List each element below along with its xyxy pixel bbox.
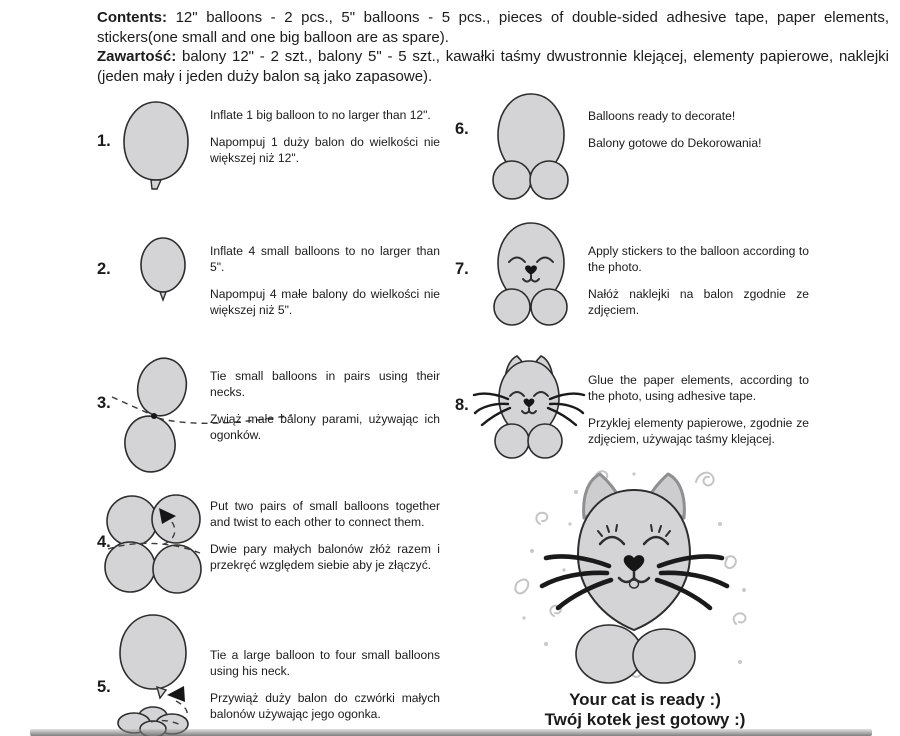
step-7-number: 7. <box>455 260 469 278</box>
eyelash-left-3 <box>616 525 617 531</box>
contents-pl <box>97 47 889 86</box>
step-1-text-pl: Napompuj 1 duży balon do wielkości nie większej niż 12". <box>210 135 440 165</box>
step-4-number: 4. <box>97 533 111 551</box>
balloon-cluster-twist-icon <box>102 492 207 600</box>
knot-dot <box>151 413 157 419</box>
step-2-text-en: Inflate 4 small balloons to no larger than 5". <box>210 244 440 274</box>
step-5-number: 5. <box>97 678 111 696</box>
step-5-text-en: Tie a large balloon to four small balloons using his neck. <box>210 648 440 678</box>
contents-en-label: Contents: <box>97 9 167 26</box>
step-2-number: 2. <box>97 260 111 278</box>
big-balloon-icon <box>116 100 196 194</box>
contents-pl-label: Zawartość: <box>97 48 177 65</box>
balloon-bottom-right <box>153 545 201 593</box>
final-caption <box>500 690 790 729</box>
paw-balloon-left <box>493 161 531 199</box>
step-3-text-pl: Zwiąż małe balony parami, używając ich ogonków. <box>210 412 440 442</box>
bottom-balloon <box>121 412 180 476</box>
contents-header <box>97 8 889 86</box>
scan-edge-shadow <box>30 729 872 736</box>
cat-balloon-with-paper-ears-icon <box>472 355 587 465</box>
tie-arrow <box>167 686 185 702</box>
top-balloon <box>132 353 193 421</box>
step-1-text-en: Inflate 1 big balloon to no larger than 12". <box>210 108 431 122</box>
final-caption-en: Your cat is ready :) <box>569 690 721 709</box>
balloon-top-left <box>107 496 157 546</box>
step-4-text-en: Put two pairs of small balloons together and twist to each other to connect them. <box>210 499 440 529</box>
step-8-text-en: Glue the paper elements, according to the photo, using adhesive tape. <box>588 373 809 403</box>
step-3-text <box>210 368 440 454</box>
contents-en <box>97 8 889 47</box>
balloon-body <box>124 102 188 180</box>
paw-balloon-left <box>495 424 529 458</box>
contents-en-text: 12" balloons - 2 pcs., 5" balloons - 5 pcs., pieces of double-sided adhesive tape, paper elements, stickers(one small and one big balloon are as spare). <box>97 9 889 46</box>
paw-balloon-right <box>633 629 695 683</box>
step-7-text-pl: Nałóż naklejki na balon zgodnie ze zdjęciem. <box>588 287 809 317</box>
big-balloon-knot <box>157 687 166 698</box>
big-balloon-tied-to-cluster-icon <box>106 613 211 735</box>
big-balloon-body <box>120 615 186 689</box>
step-4-text-pl: Dwie pary małych balonów złóż razem i przekręć względem siebie aby je złączyć. <box>210 542 440 572</box>
paw-balloon-right <box>531 289 567 325</box>
step-7-text-en: Apply stickers to the balloon according to the photo. <box>588 244 809 274</box>
step-7-text <box>588 243 809 329</box>
balloon-with-sticker-face-icon <box>486 221 576 325</box>
step-5-text-pl: Przywiąż duży balon do czwórki małych balonów używając jego ogonka. <box>210 691 440 721</box>
small-balloon-icon <box>137 236 189 304</box>
assembled-balloon-base-icon <box>486 92 576 200</box>
step-6-text <box>588 108 809 162</box>
balloon-body <box>141 238 185 292</box>
step-3-number: 3. <box>97 394 111 412</box>
paw-balloon-left <box>494 289 530 325</box>
eyelash-right-3 <box>651 525 652 531</box>
step-2-text-pl: Napompuj 4 małe balony do wielkości nie większej niż 5". <box>210 287 440 317</box>
balloon-knot <box>151 180 161 189</box>
balloon-knot <box>160 292 166 300</box>
paw-balloon-right <box>530 161 568 199</box>
finished-cat-balloon-illustration <box>512 466 757 688</box>
step-2-text <box>210 243 440 329</box>
step-1-text <box>210 107 440 177</box>
step-6-text-pl: Balony gotowe do Dekorowania! <box>588 136 762 150</box>
contents-pl-text: balony 12" - 2 szt., balony 5" - 5 szt., kawałki taśmy dwustronnie klejącej, elementy papierowe, naklejki (jeden mały i jeden duży balon są jako zapasowe). <box>97 48 889 85</box>
step-5-text <box>210 647 440 733</box>
step-8-number: 8. <box>455 396 469 414</box>
step-8-text-pl: Przyklej elementy papierowe, zgodnie ze zdjęciem, używając taśmy klejącej. <box>588 416 809 446</box>
final-caption-pl: Twój kotek jest gotowy :) <box>544 709 746 729</box>
step-6-number: 6. <box>455 120 469 138</box>
balloon-bottom-left <box>105 542 155 592</box>
step-8-text <box>588 372 809 458</box>
balloon-top-right <box>152 495 200 543</box>
step-4-text <box>210 498 440 584</box>
tongue <box>630 580 639 588</box>
step-1-number: 1. <box>97 132 111 150</box>
step-6-text-en: Balloons ready to decorate! <box>588 109 736 123</box>
paw-balloon-right <box>528 424 562 458</box>
paw-balloon-left <box>576 625 642 683</box>
step-3-text-en: Tie small balloons in pairs using their necks. <box>210 369 440 399</box>
